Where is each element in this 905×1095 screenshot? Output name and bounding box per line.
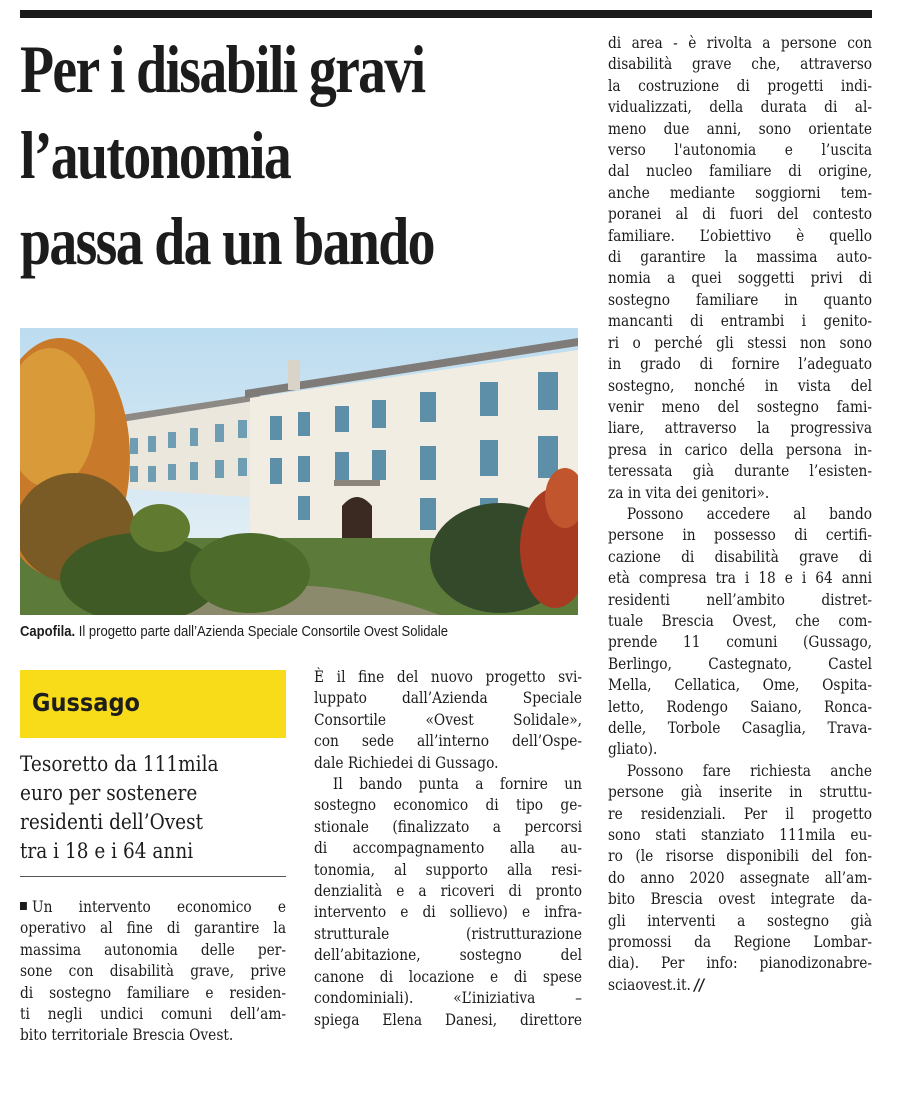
text-line: vidualizzati, della durata di al- — [608, 97, 873, 117]
text-line: spiega Elena Danesi, direttore — [314, 1009, 583, 1029]
text-line: Il bando punta a fornire un — [332, 774, 583, 794]
text-line: verso l'autonomia e l’uscita — [608, 140, 873, 160]
caption-label: Capofila. — [20, 624, 76, 640]
text-line: Mella, Cellatica, Ome, Ospita- — [608, 675, 873, 695]
text-line: teressata già durante l’esisten- — [608, 461, 873, 481]
text-line: sono stati stanziato 111mila eu- — [608, 825, 873, 845]
text-line: denzialità e a ricoveri di pronto — [314, 881, 583, 901]
text-line: cazione di disabilità grave di — [608, 546, 873, 566]
headline-line: Per i disabili gravi — [20, 31, 425, 107]
bullet-icon — [20, 902, 27, 910]
text-line: ri o perché gli stessi non sono — [608, 332, 873, 352]
text-line: ti negli undici comuni dell’am- — [20, 1004, 287, 1024]
text-line: residenti nell’ambito distret- — [608, 589, 873, 609]
text-line: canone di locazione e di spese — [314, 966, 583, 986]
text-line: di accompagnamento alla au- — [314, 838, 583, 858]
end-mark: // — [694, 974, 705, 994]
text-line: di garantire la massima auto- — [608, 247, 873, 267]
text-line: operativo al fine di garantire la — [20, 918, 287, 938]
text-line: mancanti di entrambi i genito- — [608, 311, 873, 331]
text-line: dal nucleo familiare di origine, — [608, 161, 873, 181]
text-line: con sede all’interno dell’Ospe- — [314, 731, 583, 751]
article-column-2 — [314, 666, 582, 1030]
text-line — [608, 974, 872, 995]
kicker-label: Gussago — [32, 688, 141, 717]
text-line: do anno 2020 assegnate all’am- — [608, 867, 873, 887]
text-line: luppato dall’Azienda Speciale — [314, 688, 583, 708]
text-line: intervento e di sollievo) e infra- — [314, 902, 583, 922]
text-line: venir meno del sostegno fami- — [608, 396, 873, 416]
subhead-divider — [20, 876, 286, 877]
text-line: ro (le risorse disponibili del fon- — [608, 846, 873, 866]
subhead-line: residenti dell’Ovest — [20, 810, 204, 835]
text-line: re residenziali. Per il progetto — [608, 803, 873, 823]
text-line: la costruzione di progetti indi- — [608, 75, 873, 95]
text-line: sostegno, nonché in vista del — [608, 375, 873, 395]
text-line: stionale (finalizzato a percorsi — [314, 816, 583, 836]
photo-caption — [20, 622, 524, 642]
text-line: in grado di fornire l’adeguato — [608, 354, 873, 374]
text-line: dia). Per info: pianodizonabre- — [608, 953, 873, 973]
text-line-content: Un intervento economico e — [32, 897, 287, 916]
text-line-content: sciaovest.it. — [608, 974, 691, 994]
text-line: È il fine del nuovo progetto svi- — [314, 667, 583, 686]
headline-line: l’autonomia — [20, 117, 291, 193]
text-line: sostegno familiare in quanto — [608, 289, 873, 309]
text-line: età compresa tra i 18 e i 64 anni — [608, 568, 873, 588]
text-line: strutturale (ristrutturazione — [314, 923, 583, 943]
subhead-line: euro per sostenere — [20, 781, 198, 806]
text-line: bito territoriale Brescia Ovest. — [20, 1025, 234, 1045]
text-line: persone già inserite in struttu- — [608, 782, 873, 802]
text-line: za in vita dei genitori». — [608, 482, 770, 502]
text-line: sostegno economico di tipo ge- — [314, 795, 583, 815]
text-line: delle, Torbole Casaglia, Trava- — [608, 718, 873, 737]
text-line: Possono accedere al bando — [626, 503, 873, 523]
text-line: disabilità grave che, attraverso — [608, 54, 873, 74]
headline — [20, 26, 483, 284]
text-line: Possono fare richiesta anche — [626, 760, 873, 780]
text-line: massima autonomia delle per- — [20, 939, 287, 959]
subhead-line: tra i 18 e i 64 anni — [20, 839, 194, 864]
article-column-1 — [20, 896, 286, 1046]
subheadline — [20, 750, 278, 866]
headline-line: passa da un bando — [20, 203, 434, 279]
caption-text: Il progetto parte dall’Azienda Speciale Consortile Ovest Solidale — [75, 624, 448, 640]
text-line — [20, 896, 286, 917]
text-line: promossi da Regione Lombar- — [608, 932, 873, 952]
text-line: dell’abitazione, sostegno del — [314, 945, 583, 965]
text-line: anche mediante soggiorni tem- — [608, 182, 873, 202]
text-line: familiare. L’obiettivo è quello — [608, 225, 873, 245]
section-kicker — [20, 670, 286, 738]
text-line: gli interventi a sostegno già — [608, 910, 873, 930]
article-column-3 — [608, 32, 872, 995]
text-line: bito Brescia ovest integrate da- — [608, 889, 873, 909]
text-line: persone in possesso di certifi- — [608, 525, 873, 545]
top-rule — [20, 10, 872, 18]
text-line: prende 11 comuni (Gussago, — [608, 632, 873, 652]
text-line: Berlingo, Castegnato, Castel — [608, 653, 873, 673]
text-line: presa in carico della persona in- — [608, 439, 873, 459]
building-photo — [20, 328, 578, 615]
subhead-line: Tesoretto da 111mila — [20, 752, 219, 777]
text-line: Consortile «Ovest Solidale», — [314, 709, 583, 729]
text-line: di area - è rivolta a persone con — [608, 33, 873, 52]
text-line: meno due anni, sono orientate — [608, 118, 873, 138]
text-line: nomia a quei soggetti privi di — [608, 268, 873, 288]
text-line: gliato). — [608, 739, 658, 759]
text-line: liare, attraverso la progressiva — [608, 418, 873, 438]
text-line: tuale Brescia Ovest, che com- — [608, 610, 873, 630]
text-line: di sostegno familiare e residen- — [20, 982, 287, 1002]
text-line: tonomia, al supporto alla resi- — [314, 859, 583, 879]
text-line: condominiali). «L’iniziativa – — [314, 988, 583, 1008]
text-line: sone con disabilità grave, prive — [20, 961, 287, 981]
text-line: dale Richiedei di Gussago. — [314, 752, 499, 772]
text-line: poranei al di fuori del contesto — [608, 204, 873, 224]
text-line: letto, Rodengo Saiano, Ronca- — [608, 696, 873, 716]
